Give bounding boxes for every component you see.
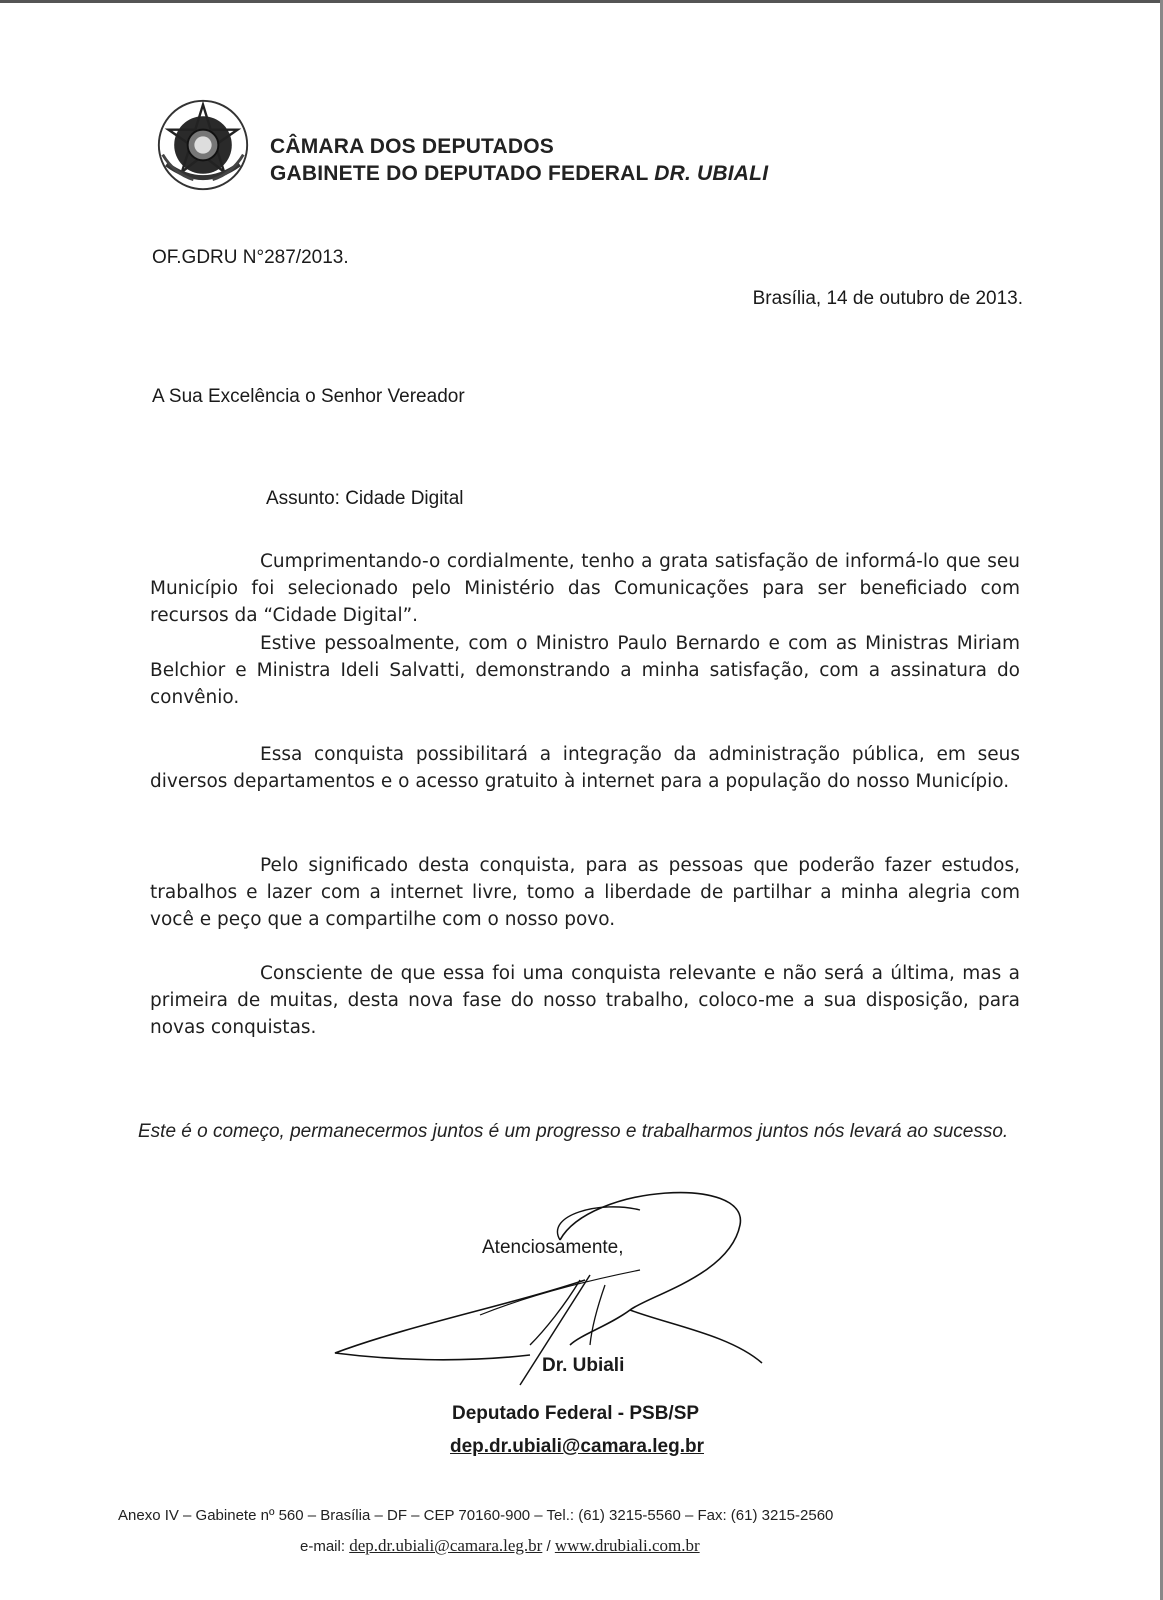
footer-website-link[interactable]: www.drubiali.com.br (554, 1536, 700, 1555)
signer-email: dep.dr.ubiali@camara.leg.br (450, 1436, 704, 1457)
body-paragraph: Essa conquista possibilitará a integração da administração pública, em seus diversos departamentos e o acesso gratuito à internet para a população do nosso Município. (150, 744, 1020, 792)
document-reference: OF.GDRU N°287/2013. (152, 247, 349, 268)
body-paragraph: Pelo significado desta conquista, para as pessoas que poderão fazer estudos, trabalhos e lazer com a internet livre, tomo a liberdade de partilhar a minha alegria com você e peço que a compartilhe com o nosso povo. (150, 855, 1020, 930)
signer-role: Deputado Federal - PSB/SP (452, 1403, 700, 1424)
body-paragraph: Estive pessoalmente, com o Ministro Paulo Bernardo e com as Ministras Miriam Belchior e Ministra Ideli Salvatti, demonstrando a minha satisfação, com a assinatura do convênio. (150, 633, 1020, 708)
closing-motto: Este é o começo, permanecermos juntos é um progresso e trabalharmos juntos nós levará ao sucesso. (138, 1121, 1009, 1142)
subject-line: Assunto: Cidade Digital (266, 488, 464, 509)
signer-name: Dr. Ubiali (542, 1355, 625, 1376)
header-office-prefix: GABINETE DO DEPUTADO FEDERAL (270, 162, 649, 185)
footer-email-label: e-mail: (300, 1538, 346, 1555)
coat-of-arms-emblem (155, 97, 251, 193)
footer-separator: / (546, 1538, 551, 1555)
body-paragraph: Consciente de que essa foi uma conquista relevante e não será a última, mas a primeira de muitas, desta nova fase do nosso trabalho, coloco-me a sua disposição, para novas conquistas. (150, 963, 1020, 1038)
scan-top-edge (0, 0, 1163, 3)
closing-salutation: Atenciosamente, (482, 1237, 624, 1258)
footer-address: Anexo IV – Gabinete nº 560 – Brasília – DF – CEP 70160-900 – Tel.: (61) 3215-5560 – Fax: (61) 3215-2560 (118, 1507, 834, 1524)
footer-email-link[interactable]: dep.dr.ubiali@camara.leg.br (349, 1536, 543, 1555)
document-date: Brasília, 14 de outubro de 2013. (752, 288, 1023, 309)
footer-contact (300, 1536, 700, 1556)
body-paragraph: Cumprimentando-o cordialmente, tenho a grata satisfação de informá-lo que seu Município foi selecionado pelo Ministério das Comunicações para ser beneficiado com recursos da “Cidade Digital”. (150, 551, 1020, 626)
header-institution: CÂMARA DOS DEPUTADOS (270, 135, 555, 158)
handwritten-signature (330, 1185, 790, 1425)
addressee: A Sua Excelência o Senhor Vereador (152, 386, 465, 407)
header-office (270, 162, 768, 186)
header-deputy-name: DR. UBIALI (654, 162, 769, 185)
